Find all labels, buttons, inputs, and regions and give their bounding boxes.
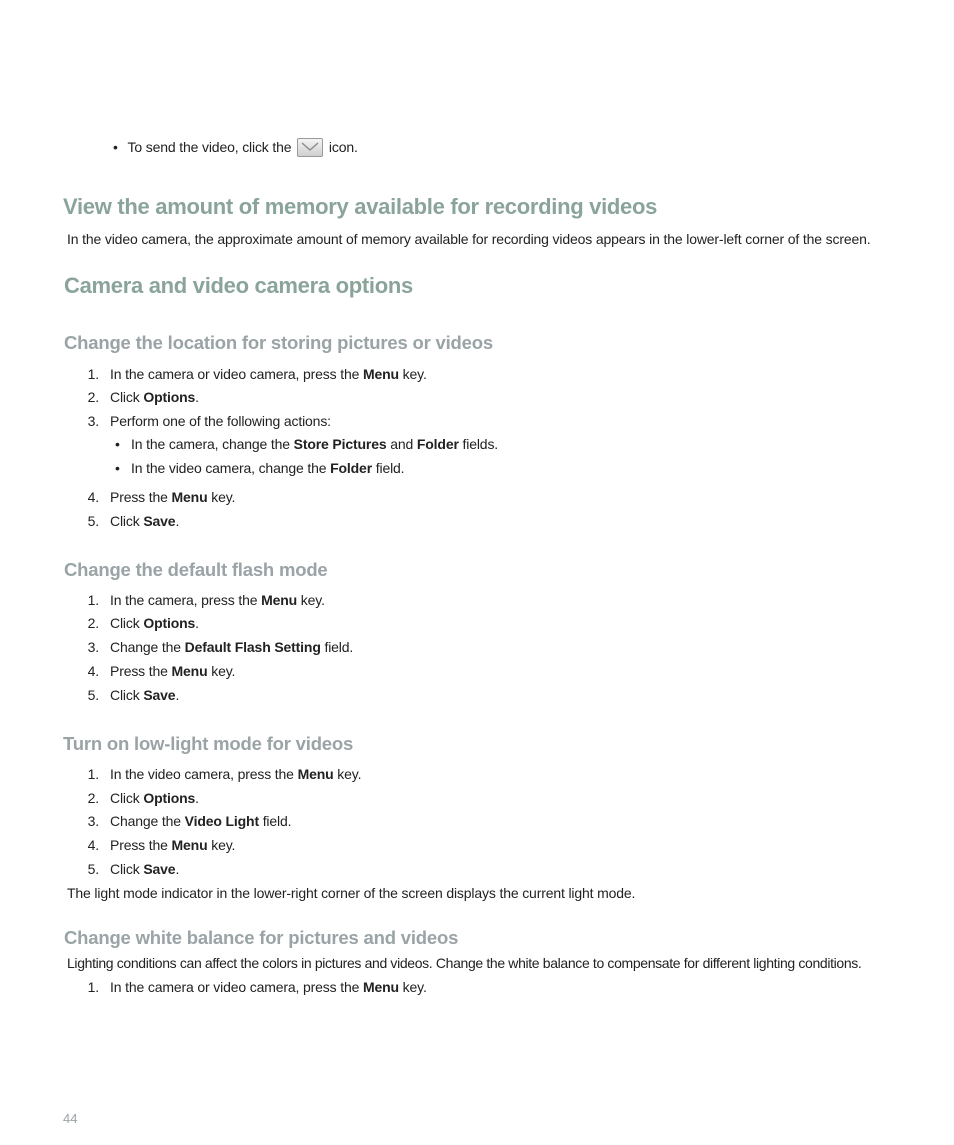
step-number: 1. xyxy=(87,766,99,782)
step-text: In the camera or video camera, press the Menu key. xyxy=(110,979,427,995)
step-number: 2. xyxy=(87,615,99,631)
step-number: 3. xyxy=(87,813,99,829)
subbullet-text: In the camera, change the Store Pictures and Folder fields. xyxy=(131,436,499,452)
step-text: Change the Video Light field. xyxy=(110,813,292,829)
step-number: 5. xyxy=(87,687,99,703)
heading-low-light: Turn on low-light mode for videos xyxy=(63,733,354,754)
step-text: Click Save. xyxy=(110,687,180,703)
step-text: Click Save. xyxy=(110,513,180,529)
step-text: Press the Menu key. xyxy=(110,837,236,853)
step-text: Click Options. xyxy=(110,615,199,631)
step-number: 2. xyxy=(87,790,99,806)
step-number: 4. xyxy=(87,663,99,679)
step-text: Perform one of the following actions: xyxy=(110,413,331,429)
step-number: 2. xyxy=(87,389,99,405)
step-text: Press the Menu key. xyxy=(110,489,236,505)
heading-white-balance: Change white balance for pictures and videos xyxy=(64,927,459,948)
step-number: 3. xyxy=(87,413,99,429)
step-number: 1. xyxy=(87,366,99,382)
step-number: 1. xyxy=(87,592,99,608)
step-text: Click Save. xyxy=(110,861,180,877)
bullet-dot: • xyxy=(115,460,120,476)
step-text: In the camera or video camera, press the Menu key. xyxy=(110,366,427,382)
bullet-dot: • xyxy=(115,436,120,452)
step-text: In the camera, press the Menu key. xyxy=(110,592,325,608)
step-number: 1. xyxy=(87,979,99,995)
step-number: 5. xyxy=(87,513,99,529)
step-number: 4. xyxy=(87,837,99,853)
heading-memory: View the amount of memory available for recording videos xyxy=(63,194,658,219)
step-text: Click Options. xyxy=(110,790,199,806)
step-number: 3. xyxy=(87,639,99,655)
step-number: 4. xyxy=(87,489,99,505)
step-text: Press the Menu key. xyxy=(110,663,236,679)
heading-change-location: Change the location for storing pictures or videos xyxy=(64,332,493,353)
step-text: Click Options. xyxy=(110,389,199,405)
white-balance-paragraph: Lighting conditions can affect the colors in pictures and videos. Change the white balance to compensate for different lighting conditions. xyxy=(67,955,862,971)
envelope-icon xyxy=(297,138,323,157)
step-text: Change the Default Flash Setting field. xyxy=(110,639,354,655)
intro-bullet-text: To send the video, click the xyxy=(127,139,292,155)
heading-camera-options: Camera and video camera options xyxy=(64,273,413,298)
bullet-dot: • xyxy=(113,139,118,155)
subbullet-text: In the video camera, change the Folder field. xyxy=(131,460,405,476)
heading-flash-mode: Change the default flash mode xyxy=(64,559,328,580)
intro-bullet-text-after: icon. xyxy=(328,139,358,155)
memory-paragraph: In the video camera, the approximate amount of memory available for recording videos appears in the lower-left corner of the screen. xyxy=(67,231,871,247)
page-number: 44 xyxy=(63,1111,78,1126)
step-text: In the video camera, press the Menu key. xyxy=(110,766,362,782)
step-number: 5. xyxy=(87,861,99,877)
lowlight-note: The light mode indicator in the lower-right corner of the screen displays the current light mode. xyxy=(67,885,636,901)
intro-bullet xyxy=(113,138,358,157)
